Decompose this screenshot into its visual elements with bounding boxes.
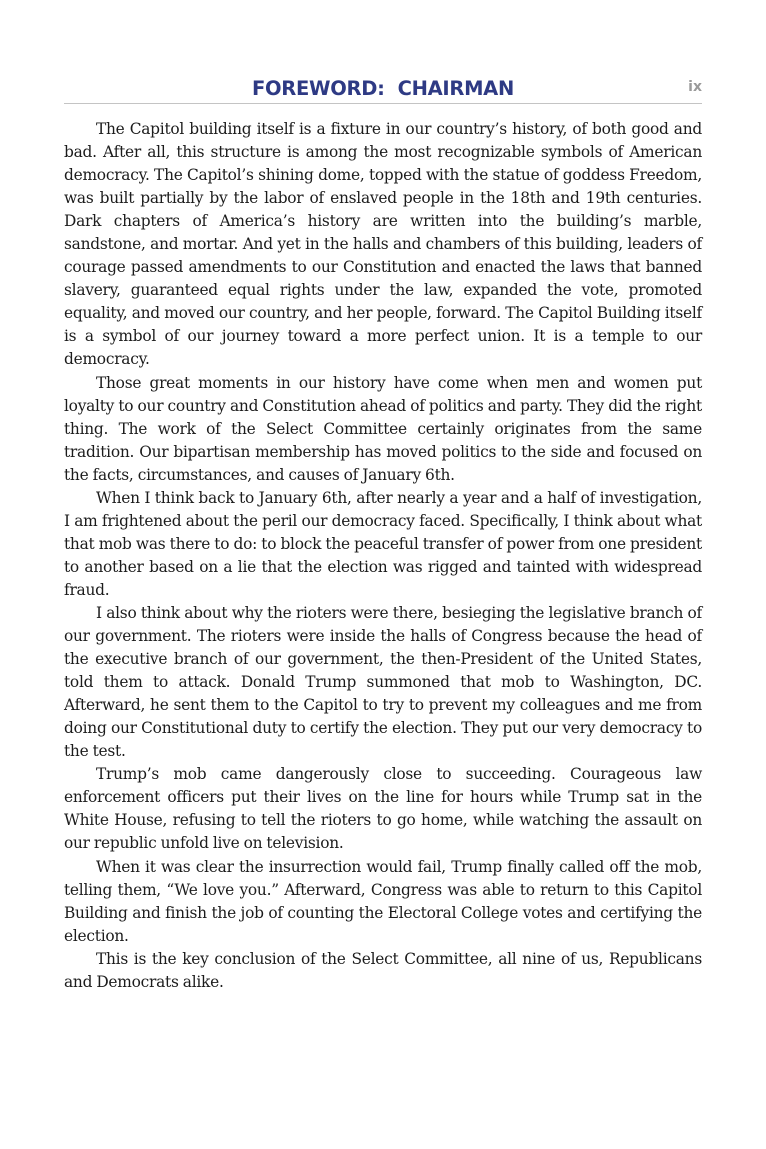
running-title: FOREWORD: CHAIRMAN xyxy=(251,77,514,100)
paragraph: I also think about why the rioters were there, besieging the legislative branch of our government. The rioters were inside the halls of Congress because the head of the executive branch of our government, the then-President of the United States, told them to attack. Donald Trump summoned that mob to Washington, DC. Afterward, he sent them to the Capitol to try to prevent my colleagues and me from doing our Constitutional duty to certify the election. They put our very democracy to the test. xyxy=(64,603,702,761)
paragraph: Trump’s mob came dangerously close to succeeding. Courageous law enforcement officers put their lives on the line for hours while Trump sat in the White House, refusing to tell the rioters to go home, while watching the assault on our republic unfold live on television. xyxy=(64,765,702,853)
book-page xyxy=(64,74,702,994)
paragraph: The Capitol building itself is a fixture in our country’s history, of both good and bad. After all, this structure is among the most recognizable symbols of American democracy. The Capitol’s shining dome, topped with the statue of goddess Freedom, was built partially by the labor of enslaved people in the 18th and 19th centuries. Dark chapters of America’s history are written into the building’s marble, sandstone, and mortar. And yet in the halls and chambers of this building, leaders of courage passed amendments to our Constitution and enacted the laws that banned slavery, guaranteed equal rights under the law, expanded the vote, promoted equality, and moved our country, and her people, forward. The Capitol Building itself is a symbol of our journey toward a more perfect union. It is a temple to our democracy. xyxy=(64,120,702,369)
paragraph: When it was clear the insurrection would fail, Trump finally called off the mob, telling them, “We love you.” Afterward, Congress was able to return to this Capitol Building and finish the job of counting the Electoral College votes and certifying the election. xyxy=(64,857,702,945)
running-header xyxy=(64,74,702,104)
page-number: ix xyxy=(688,79,702,95)
paragraph: This is the key conclusion of the Select Committee, all nine of us, Republicans and Democrats alike. xyxy=(64,949,702,991)
paragraph: Those great moments in our history have come when men and women put loyalty to our country and Constitution ahead of politics and party. They did the right thing. The work of the Select Committee certainly originates from the same tradition. Our bipartisan membership has moved politics to the side and focused on the facts, circumstances, and causes of January 6th. xyxy=(64,373,702,484)
body-text xyxy=(64,118,702,994)
paragraph: When I think back to January 6th, after nearly a year and a half of investigation, I am frightened about the peril our democracy faced. Specifically, I think about what that mob was there to do: to block the peaceful transfer of power from one president to another based on a lie that the election was rigged and tainted with widespread fraud. xyxy=(64,488,702,599)
